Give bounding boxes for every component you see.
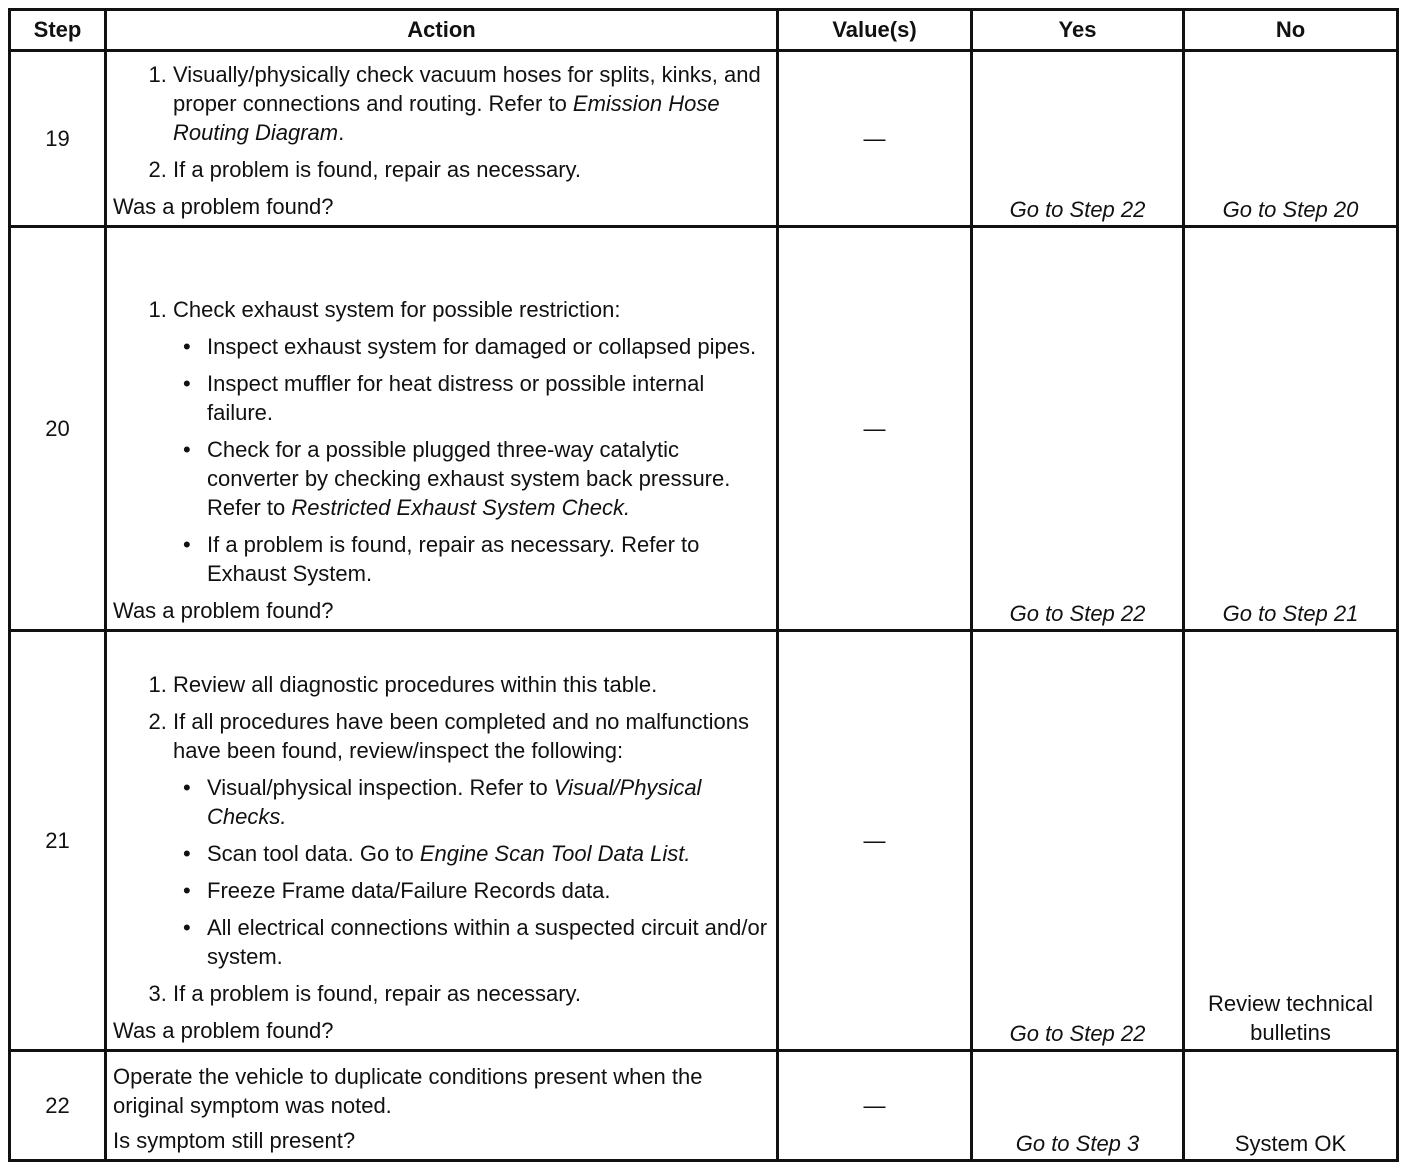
table-row [10, 227, 1398, 631]
action-cell [106, 227, 778, 631]
value-cell: — [778, 51, 972, 227]
header-step: Step [10, 10, 106, 51]
action-cell [106, 1051, 778, 1161]
bullet-item: • Freeze Frame data/Failure Records data. [207, 876, 772, 905]
bullet-item: • Inspect exhaust system for damaged or collapsed pipes. [207, 332, 772, 361]
bullet-item: • All electrical connections within a suspected circuit and/or system. [207, 913, 772, 971]
value-cell: — [778, 227, 972, 631]
value-cell: — [778, 631, 972, 1051]
action-item: 1. Check exhaust system for possible restriction: • Inspect exhaust system for damaged or collapsed pipes. • Inspect muffler for heat distress or possible internal failure. • Check for a possible plugged three-way catalytic converter by checking exhaust system back pressure. Refer to Restricted Exhaust System Check. • If a problem is found, repair as necessary. Refer to Exhaust System. [173, 295, 772, 588]
action-question: Is symptom still present? [113, 1128, 356, 1153]
action-text: Operate the vehicle to duplicate conditions present when the original symptom was noted. [113, 1064, 703, 1118]
header-no: No [1184, 10, 1398, 51]
bullet-item: • Scan tool data. Go to Engine Scan Tool Data List. [207, 839, 772, 868]
bullet-item: • Check for a possible plugged three-way catalytic converter by checking exhaust system back pressure. Refer to Restricted Exhaust System Check. [207, 435, 772, 522]
action-item: 1. Review all diagnostic procedures within this table. [173, 670, 772, 699]
no-cell: Go to Step 20 [1184, 51, 1398, 227]
header-action: Action [106, 10, 778, 51]
yes-cell: Go to Step 3 [972, 1051, 1184, 1161]
table-row [10, 51, 1398, 227]
diagnostic-table [8, 8, 1399, 1162]
action-item: 1. Visually/physically check vacuum hoses for splits, kinks, and proper connections and routing. Refer to Emission Hose Routing Diagram. [173, 60, 772, 147]
yes-cell: Go to Step 22 [972, 631, 1184, 1051]
step-number: 21 [10, 631, 106, 1051]
header-yes: Yes [972, 10, 1184, 51]
action-item: 2. If a problem is found, repair as necessary. [173, 155, 772, 184]
action-question: Was a problem found? [113, 598, 334, 623]
header-row [10, 10, 1398, 51]
value-cell: — [778, 1051, 972, 1161]
table-row [10, 631, 1398, 1051]
yes-cell: Go to Step 22 [972, 51, 1184, 227]
step-number: 20 [10, 227, 106, 631]
yes-cell: Go to Step 22 [972, 227, 1184, 631]
action-item: 3. If a problem is found, repair as necessary. [173, 979, 772, 1008]
action-question: Was a problem found? [113, 1018, 334, 1043]
no-cell: System OK [1184, 1051, 1398, 1161]
no-cell: Go to Step 21 [1184, 227, 1398, 631]
action-item: 2. If all procedures have been completed and no malfunctions have been found, review/inspect the following: • Visual/physical inspection. Refer to Visual/Physical Checks. • Scan tool data. Go to Engine Scan Tool Data List. • Freeze Frame data/Failure Records data. • All electrical connections within a suspected circuit and/or system. [173, 707, 772, 971]
table-row [10, 1051, 1398, 1161]
header-values: Value(s) [778, 10, 972, 51]
action-cell [106, 631, 778, 1051]
step-number: 22 [10, 1051, 106, 1161]
action-cell [106, 51, 778, 227]
bullet-item: • Visual/physical inspection. Refer to Visual/Physical Checks. [207, 773, 772, 831]
action-question: Was a problem found? [113, 194, 334, 219]
no-cell: Review technical bulletins [1184, 631, 1398, 1051]
step-number: 19 [10, 51, 106, 227]
bullet-item: • If a problem is found, repair as necessary. Refer to Exhaust System. [207, 530, 772, 588]
bullet-item: • Inspect muffler for heat distress or possible internal failure. [207, 369, 772, 427]
